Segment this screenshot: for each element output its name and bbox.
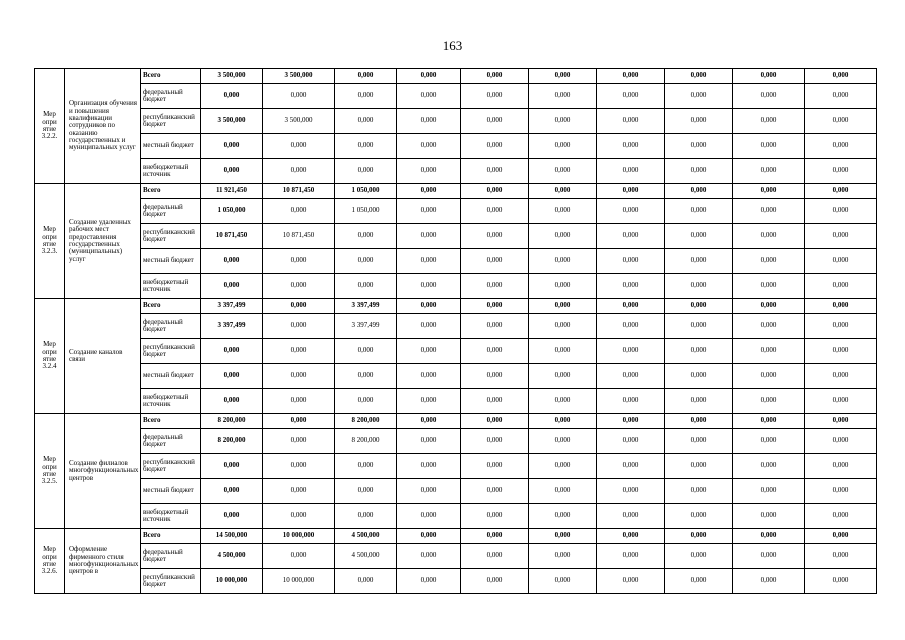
amount-cell: 0,000 bbox=[665, 414, 733, 429]
amount-cell: 0,000 bbox=[529, 504, 597, 529]
amount-cell: 0,000 bbox=[335, 134, 397, 159]
funding-source: республиканский бюджет bbox=[141, 569, 201, 594]
amount-cell: 0,000 bbox=[733, 199, 805, 224]
amount-cell: 0,000 bbox=[461, 184, 529, 199]
table-row bbox=[35, 159, 877, 184]
amount-cell: 0,000 bbox=[665, 249, 733, 274]
amount-cell: 0,000 bbox=[397, 529, 461, 544]
amount-cell: 0,000 bbox=[733, 84, 805, 109]
amount-cell: 0,000 bbox=[529, 274, 597, 299]
amount-cell: 0,000 bbox=[597, 69, 665, 84]
amount-cell: 0,000 bbox=[665, 159, 733, 184]
table-row bbox=[35, 429, 877, 454]
amount-cell: 0,000 bbox=[733, 69, 805, 84]
amount-cell: 10 000,000 bbox=[263, 529, 335, 544]
amount-cell: 0,000 bbox=[665, 69, 733, 84]
amount-cell: 0,000 bbox=[597, 134, 665, 159]
amount-cell: 10 000,000 bbox=[201, 569, 263, 594]
budget-table bbox=[34, 68, 877, 594]
amount-cell: 0,000 bbox=[805, 159, 877, 184]
amount-cell: 0,000 bbox=[529, 544, 597, 569]
amount-cell: 0,000 bbox=[461, 504, 529, 529]
amount-cell: 0,000 bbox=[529, 414, 597, 429]
amount-cell: 0,000 bbox=[461, 544, 529, 569]
amount-cell: 0,000 bbox=[597, 274, 665, 299]
activity-name: Оформление фирменного стиля многофункциональных центров в bbox=[65, 529, 141, 594]
amount-cell: 0,000 bbox=[805, 224, 877, 249]
activity-code: Мер опри ятие 3.2.3. bbox=[35, 184, 65, 299]
amount-cell: 0,000 bbox=[263, 339, 335, 364]
amount-cell: 0,000 bbox=[397, 159, 461, 184]
amount-cell: 0,000 bbox=[665, 544, 733, 569]
funding-source: местный бюджет bbox=[141, 479, 201, 504]
amount-cell: 0,000 bbox=[597, 389, 665, 414]
amount-cell: 0,000 bbox=[597, 429, 665, 454]
amount-cell: 0,000 bbox=[397, 504, 461, 529]
amount-cell: 0,000 bbox=[335, 454, 397, 479]
amount-cell: 0,000 bbox=[263, 314, 335, 339]
amount-cell: 0,000 bbox=[461, 109, 529, 134]
amount-cell: 0,000 bbox=[263, 274, 335, 299]
amount-cell: 0,000 bbox=[665, 299, 733, 314]
table-row bbox=[35, 529, 877, 544]
amount-cell: 0,000 bbox=[665, 429, 733, 454]
amount-cell: 0,000 bbox=[201, 159, 263, 184]
table-row bbox=[35, 249, 877, 274]
amount-cell: 0,000 bbox=[529, 69, 597, 84]
amount-cell: 0,000 bbox=[263, 134, 335, 159]
amount-cell: 0,000 bbox=[597, 299, 665, 314]
amount-cell: 0,000 bbox=[397, 429, 461, 454]
funding-source: республиканский бюджет bbox=[141, 454, 201, 479]
amount-cell: 0,000 bbox=[805, 84, 877, 109]
amount-cell: 0,000 bbox=[461, 569, 529, 594]
amount-cell: 3 397,499 bbox=[335, 299, 397, 314]
amount-cell: 0,000 bbox=[529, 364, 597, 389]
amount-cell: 0,000 bbox=[335, 274, 397, 299]
amount-cell: 0,000 bbox=[335, 339, 397, 364]
amount-cell: 0,000 bbox=[597, 249, 665, 274]
funding-source: Всего bbox=[141, 69, 201, 84]
amount-cell: 0,000 bbox=[805, 364, 877, 389]
amount-cell: 0,000 bbox=[263, 544, 335, 569]
amount-cell: 0,000 bbox=[461, 479, 529, 504]
amount-cell: 0,000 bbox=[597, 529, 665, 544]
amount-cell: 0,000 bbox=[665, 199, 733, 224]
table-row bbox=[35, 199, 877, 224]
amount-cell: 0,000 bbox=[805, 314, 877, 339]
amount-cell: 0,000 bbox=[733, 184, 805, 199]
amount-cell: 0,000 bbox=[461, 364, 529, 389]
amount-cell: 0,000 bbox=[733, 504, 805, 529]
amount-cell: 10 000,000 bbox=[263, 569, 335, 594]
funding-source: республиканский бюджет bbox=[141, 109, 201, 134]
amount-cell: 0,000 bbox=[665, 184, 733, 199]
amount-cell: 3 397,499 bbox=[335, 314, 397, 339]
amount-cell: 0,000 bbox=[665, 479, 733, 504]
amount-cell: 0,000 bbox=[665, 529, 733, 544]
activity-name: Создание филиалов многофункциональных центров bbox=[65, 414, 141, 529]
amount-cell: 0,000 bbox=[805, 134, 877, 159]
funding-source: Всего bbox=[141, 299, 201, 314]
table-row bbox=[35, 274, 877, 299]
amount-cell: 0,000 bbox=[805, 184, 877, 199]
amount-cell: 0,000 bbox=[805, 414, 877, 429]
page-number: 163 bbox=[442, 38, 463, 53]
amount-cell: 0,000 bbox=[335, 224, 397, 249]
amount-cell: 0,000 bbox=[805, 504, 877, 529]
amount-cell: 0,000 bbox=[597, 339, 665, 364]
amount-cell: 0,000 bbox=[733, 274, 805, 299]
amount-cell: 0,000 bbox=[201, 364, 263, 389]
amount-cell: 0,000 bbox=[397, 414, 461, 429]
amount-cell: 1 050,000 bbox=[335, 184, 397, 199]
amount-cell: 3 500,000 bbox=[201, 109, 263, 134]
amount-cell: 0,000 bbox=[335, 479, 397, 504]
amount-cell: 0,000 bbox=[529, 109, 597, 134]
amount-cell: 0,000 bbox=[529, 429, 597, 454]
amount-cell: 0,000 bbox=[397, 479, 461, 504]
table-row bbox=[35, 569, 877, 594]
funding-source: федеральный бюджет bbox=[141, 429, 201, 454]
funding-source: республиканский бюджет bbox=[141, 339, 201, 364]
funding-source: внебюджетный источник bbox=[141, 274, 201, 299]
amount-cell: 0,000 bbox=[201, 339, 263, 364]
amount-cell: 0,000 bbox=[733, 339, 805, 364]
amount-cell: 0,000 bbox=[397, 69, 461, 84]
amount-cell: 10 871,450 bbox=[263, 224, 335, 249]
amount-cell: 0,000 bbox=[733, 109, 805, 134]
amount-cell: 0,000 bbox=[733, 134, 805, 159]
amount-cell: 0,000 bbox=[201, 249, 263, 274]
amount-cell: 0,000 bbox=[461, 224, 529, 249]
amount-cell: 0,000 bbox=[597, 159, 665, 184]
amount-cell: 0,000 bbox=[335, 249, 397, 274]
amount-cell: 0,000 bbox=[529, 339, 597, 364]
amount-cell: 0,000 bbox=[665, 389, 733, 414]
amount-cell: 0,000 bbox=[397, 199, 461, 224]
amount-cell: 0,000 bbox=[805, 274, 877, 299]
amount-cell: 0,000 bbox=[335, 84, 397, 109]
amount-cell: 0,000 bbox=[461, 159, 529, 184]
amount-cell: 0,000 bbox=[733, 299, 805, 314]
table-row bbox=[35, 109, 877, 134]
amount-cell: 0,000 bbox=[461, 69, 529, 84]
amount-cell: 0,000 bbox=[733, 249, 805, 274]
amount-cell: 0,000 bbox=[529, 389, 597, 414]
table-row bbox=[35, 69, 877, 84]
amount-cell: 0,000 bbox=[397, 364, 461, 389]
amount-cell: 0,000 bbox=[733, 364, 805, 389]
amount-cell: 0,000 bbox=[397, 224, 461, 249]
funding-source: местный бюджет bbox=[141, 134, 201, 159]
amount-cell: 10 871,450 bbox=[201, 224, 263, 249]
funding-source: Всего bbox=[141, 414, 201, 429]
amount-cell: 0,000 bbox=[805, 454, 877, 479]
amount-cell: 0,000 bbox=[397, 569, 461, 594]
amount-cell: 0,000 bbox=[733, 429, 805, 454]
amount-cell: 0,000 bbox=[665, 274, 733, 299]
amount-cell: 0,000 bbox=[263, 454, 335, 479]
amount-cell: 0,000 bbox=[529, 569, 597, 594]
amount-cell: 0,000 bbox=[529, 314, 597, 339]
funding-source: внебюджетный источник bbox=[141, 504, 201, 529]
amount-cell: 0,000 bbox=[335, 504, 397, 529]
amount-cell: 0,000 bbox=[665, 339, 733, 364]
amount-cell: 0,000 bbox=[733, 479, 805, 504]
activity-code: Мер опри ятие 3.2.6. bbox=[35, 529, 65, 594]
amount-cell: 0,000 bbox=[597, 504, 665, 529]
amount-cell: 0,000 bbox=[665, 84, 733, 109]
amount-cell: 0,000 bbox=[461, 274, 529, 299]
amount-cell: 0,000 bbox=[529, 84, 597, 109]
amount-cell: 0,000 bbox=[733, 314, 805, 339]
amount-cell: 0,000 bbox=[597, 184, 665, 199]
amount-cell: 0,000 bbox=[733, 224, 805, 249]
amount-cell: 0,000 bbox=[461, 84, 529, 109]
amount-cell: 0,000 bbox=[201, 454, 263, 479]
funding-source: республиканский бюджет bbox=[141, 224, 201, 249]
amount-cell: 4 500,000 bbox=[201, 544, 263, 569]
amount-cell: 0,000 bbox=[597, 84, 665, 109]
amount-cell: 0,000 bbox=[665, 454, 733, 479]
amount-cell: 0,000 bbox=[263, 414, 335, 429]
amount-cell: 0,000 bbox=[461, 429, 529, 454]
amount-cell: 0,000 bbox=[335, 109, 397, 134]
amount-cell: 0,000 bbox=[397, 109, 461, 134]
amount-cell: 0,000 bbox=[335, 569, 397, 594]
funding-source: Всего bbox=[141, 184, 201, 199]
amount-cell: 0,000 bbox=[733, 454, 805, 479]
funding-source: федеральный бюджет bbox=[141, 314, 201, 339]
table-row bbox=[35, 389, 877, 414]
amount-cell: 0,000 bbox=[529, 299, 597, 314]
amount-cell: 0,000 bbox=[597, 479, 665, 504]
amount-cell: 0,000 bbox=[461, 314, 529, 339]
amount-cell: 0,000 bbox=[805, 109, 877, 134]
amount-cell: 0,000 bbox=[529, 529, 597, 544]
amount-cell: 11 921,450 bbox=[201, 184, 263, 199]
funding-source: федеральный бюджет bbox=[141, 84, 201, 109]
amount-cell: 0,000 bbox=[665, 134, 733, 159]
activity-name: Создание каналов связи bbox=[65, 299, 141, 414]
amount-cell: 0,000 bbox=[335, 159, 397, 184]
table-row bbox=[35, 299, 877, 314]
table-row bbox=[35, 414, 877, 429]
amount-cell: 0,000 bbox=[335, 69, 397, 84]
amount-cell: 8 200,000 bbox=[201, 429, 263, 454]
amount-cell: 0,000 bbox=[397, 299, 461, 314]
amount-cell: 0,000 bbox=[263, 479, 335, 504]
amount-cell: 0,000 bbox=[263, 84, 335, 109]
amount-cell: 0,000 bbox=[597, 454, 665, 479]
amount-cell: 0,000 bbox=[733, 544, 805, 569]
amount-cell: 1 050,000 bbox=[335, 199, 397, 224]
amount-cell: 0,000 bbox=[335, 389, 397, 414]
amount-cell: 0,000 bbox=[805, 69, 877, 84]
amount-cell: 0,000 bbox=[597, 364, 665, 389]
amount-cell: 0,000 bbox=[733, 389, 805, 414]
amount-cell: 0,000 bbox=[805, 429, 877, 454]
amount-cell: 0,000 bbox=[805, 339, 877, 364]
amount-cell: 0,000 bbox=[201, 84, 263, 109]
amount-cell: 0,000 bbox=[805, 249, 877, 274]
amount-cell: 10 871,450 bbox=[263, 184, 335, 199]
funding-source: Всего bbox=[141, 529, 201, 544]
amount-cell: 0,000 bbox=[461, 199, 529, 224]
amount-cell: 0,000 bbox=[397, 544, 461, 569]
table-row bbox=[35, 134, 877, 159]
amount-cell: 0,000 bbox=[201, 134, 263, 159]
amount-cell: 8 200,000 bbox=[335, 429, 397, 454]
amount-cell: 0,000 bbox=[461, 339, 529, 364]
amount-cell: 0,000 bbox=[597, 109, 665, 134]
funding-source: внебюджетный источник bbox=[141, 389, 201, 414]
amount-cell: 0,000 bbox=[263, 159, 335, 184]
amount-cell: 0,000 bbox=[733, 159, 805, 184]
amount-cell: 0,000 bbox=[597, 224, 665, 249]
amount-cell: 0,000 bbox=[461, 389, 529, 414]
amount-cell: 0,000 bbox=[201, 274, 263, 299]
amount-cell: 0,000 bbox=[263, 504, 335, 529]
amount-cell: 0,000 bbox=[263, 429, 335, 454]
amount-cell: 0,000 bbox=[665, 109, 733, 134]
amount-cell: 0,000 bbox=[805, 479, 877, 504]
table-row bbox=[35, 364, 877, 389]
table-row bbox=[35, 314, 877, 339]
amount-cell: 0,000 bbox=[529, 134, 597, 159]
activity-name: Организация обучения и повышения квалификации сотрудников по оказанию государственных и муниципальных услуг bbox=[65, 69, 141, 184]
amount-cell: 8 200,000 bbox=[335, 414, 397, 429]
table-row bbox=[35, 544, 877, 569]
table-row bbox=[35, 479, 877, 504]
table-row bbox=[35, 339, 877, 364]
amount-cell: 3 397,499 bbox=[201, 299, 263, 314]
activity-name: Создание удаленных рабочих мест предоставления государственных (муниципальных) услуг bbox=[65, 184, 141, 299]
amount-cell: 0,000 bbox=[805, 529, 877, 544]
amount-cell: 14 500,000 bbox=[201, 529, 263, 544]
amount-cell: 0,000 bbox=[461, 529, 529, 544]
amount-cell: 0,000 bbox=[461, 454, 529, 479]
amount-cell: 0,000 bbox=[529, 249, 597, 274]
amount-cell: 0,000 bbox=[263, 364, 335, 389]
amount-cell: 0,000 bbox=[529, 224, 597, 249]
amount-cell: 0,000 bbox=[263, 249, 335, 274]
table-row bbox=[35, 184, 877, 199]
funding-source: местный бюджет bbox=[141, 364, 201, 389]
amount-cell: 0,000 bbox=[397, 249, 461, 274]
table-row bbox=[35, 84, 877, 109]
amount-cell: 3 500,000 bbox=[263, 109, 335, 134]
amount-cell: 0,000 bbox=[805, 544, 877, 569]
amount-cell: 0,000 bbox=[461, 249, 529, 274]
activity-code: Мер опри ятие 3.2.2. bbox=[35, 69, 65, 184]
amount-cell: 0,000 bbox=[263, 299, 335, 314]
funding-source: федеральный бюджет bbox=[141, 199, 201, 224]
amount-cell: 0,000 bbox=[665, 224, 733, 249]
table-row bbox=[35, 224, 877, 249]
amount-cell: 0,000 bbox=[733, 529, 805, 544]
amount-cell: 0,000 bbox=[461, 299, 529, 314]
amount-cell: 0,000 bbox=[397, 339, 461, 364]
amount-cell: 0,000 bbox=[805, 389, 877, 414]
amount-cell: 0,000 bbox=[733, 569, 805, 594]
amount-cell: 0,000 bbox=[529, 159, 597, 184]
amount-cell: 0,000 bbox=[597, 414, 665, 429]
amount-cell: 0,000 bbox=[263, 389, 335, 414]
activity-code: Мер опри ятие 3.2.5. bbox=[35, 414, 65, 529]
amount-cell: 0,000 bbox=[397, 314, 461, 339]
amount-cell: 0,000 bbox=[201, 389, 263, 414]
amount-cell: 0,000 bbox=[665, 364, 733, 389]
funding-source: внебюджетный источник bbox=[141, 159, 201, 184]
amount-cell: 0,000 bbox=[461, 134, 529, 159]
amount-cell: 0,000 bbox=[397, 454, 461, 479]
funding-source: местный бюджет bbox=[141, 249, 201, 274]
amount-cell: 3 397,499 bbox=[201, 314, 263, 339]
amount-cell: 0,000 bbox=[201, 479, 263, 504]
amount-cell: 3 500,000 bbox=[201, 69, 263, 84]
amount-cell: 0,000 bbox=[397, 134, 461, 159]
amount-cell: 4 500,000 bbox=[335, 544, 397, 569]
amount-cell: 0,000 bbox=[665, 569, 733, 594]
amount-cell: 1 050,000 bbox=[201, 199, 263, 224]
funding-source: федеральный бюджет bbox=[141, 544, 201, 569]
amount-cell: 0,000 bbox=[665, 504, 733, 529]
amount-cell: 0,000 bbox=[597, 569, 665, 594]
amount-cell: 0,000 bbox=[263, 199, 335, 224]
amount-cell: 0,000 bbox=[335, 364, 397, 389]
amount-cell: 0,000 bbox=[529, 479, 597, 504]
amount-cell: 0,000 bbox=[201, 504, 263, 529]
amount-cell: 0,000 bbox=[397, 84, 461, 109]
amount-cell: 8 200,000 bbox=[201, 414, 263, 429]
amount-cell: 0,000 bbox=[397, 389, 461, 414]
amount-cell: 0,000 bbox=[397, 184, 461, 199]
amount-cell: 0,000 bbox=[805, 569, 877, 594]
amount-cell: 0,000 bbox=[805, 199, 877, 224]
amount-cell: 0,000 bbox=[529, 199, 597, 224]
amount-cell: 0,000 bbox=[597, 314, 665, 339]
table-row bbox=[35, 454, 877, 479]
table-row bbox=[35, 504, 877, 529]
amount-cell: 0,000 bbox=[597, 544, 665, 569]
amount-cell: 0,000 bbox=[665, 314, 733, 339]
amount-cell: 0,000 bbox=[397, 274, 461, 299]
amount-cell: 0,000 bbox=[805, 299, 877, 314]
amount-cell: 3 500,000 bbox=[263, 69, 335, 84]
amount-cell: 0,000 bbox=[529, 184, 597, 199]
amount-cell: 0,000 bbox=[597, 199, 665, 224]
activity-code: Мер опри ятие 3.2.4 bbox=[35, 299, 65, 414]
amount-cell: 0,000 bbox=[733, 414, 805, 429]
amount-cell: 4 500,000 bbox=[335, 529, 397, 544]
amount-cell: 0,000 bbox=[529, 454, 597, 479]
amount-cell: 0,000 bbox=[461, 414, 529, 429]
